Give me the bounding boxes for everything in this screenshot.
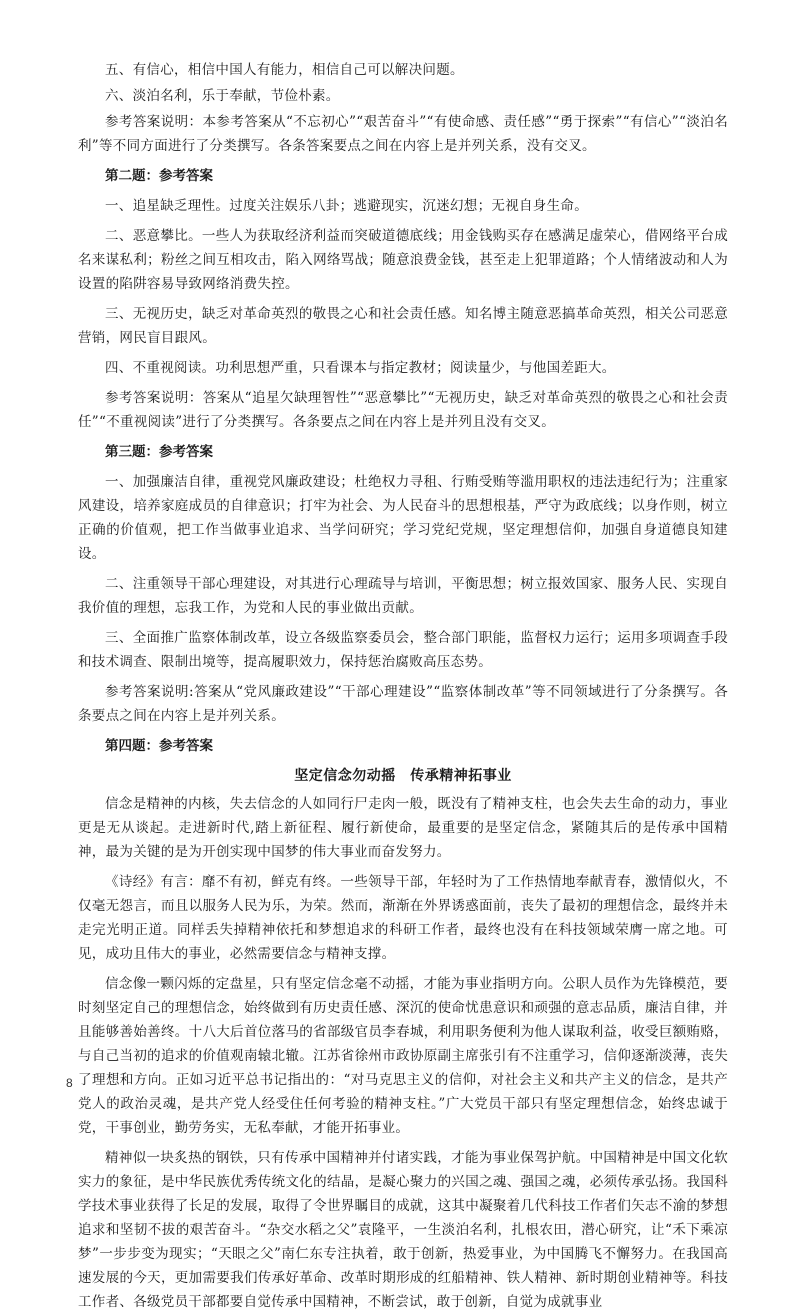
- question-3-heading: 第三题：参考答案: [105, 444, 213, 460]
- essay-paragraph-4: 精神似一块炙热的钢铁，只有传承中国精神并付诸实践，才能为事业保驾护航。中国精神是中国文化软实力的象征，是中华民族优秀传统文化的结晶，是凝心聚力的兴国之魂、强国之魂，必须传承弘扬。我国科学技术事业获得了长足的发展，取得了令世界瞩目的成就，这其中凝聚着几代科技工作者们矢志不渝的梦想追求和坚韧不拔的艰苦奋斗。“杂交水稻之父”袁隆平，一生淡泊名利，扎根农田，潜心研究，让“禾下乘凉梦”一步步变为现实；“天眼之父”南仁东专注执着，敢于创新，热爱事业，为中国腾飞不懈努力。在我国高速发展的今天，更加需要我们传承好革命、改革时期形成的红船精神、铁人精神、新时期创业精神等。科技工作者、各级党员干部都要自觉传承中国精神，不断尝试，敢于创新，自觉为成就事业: [78, 1150, 728, 1310]
- q2-item-2: 二、恶意攀比。一些人为获取经济利益而突破道德底线；用金钱购买存在感满足虚荣心，借网络平台成名来谋私利；粉丝之间互相攻击，陷入网络骂战；随意浪费金钱，甚至走上犯罪道路；个人情绪波动和人为设置的陷阱容易导致网络消费失控。: [78, 228, 728, 292]
- essay-paragraph-3: 信念像一颗闪烁的定盘星，只有坚定信念毫不动摇，才能为事业指明方向。公职人员作为先锋模范，要时刻坚定自己的理想信念，始终做到有历史责任感、深沉的使命忧患意识和顽强的意志品质，廉洁自律，并且能够善始善终。十八大后首位落马的省部级官员李春城，利用职务便利为他人谋取利益，收受巨额贿赂，与自己当初的追求的价值观南辕北辙。江苏省徐州市政协原副主席张引有不注重学习，信仰逐渐淡薄，丧失了理想和方向。正如习近平总书记指出的：“对马克思主义的信仰，对社会主义和共产主义的信念，是共产党人的政治灵魂，是共产党人经受住任何考验的精神支柱。”广大党员干部只有坚定理想信念，始终忠诚于党，干事创业，勤劳务实，无私奉献，才能开拓事业。: [78, 976, 728, 1136]
- q3-item-3: 三、全面推广监察体制改革，设立各级监察委员会，整合部门职能，监督权力运行；运用多项调查手段和技术调查、限制出境等，提高履职效力，保持惩治腐败高压态势。: [78, 630, 728, 670]
- q2-item-3: 三、无视历史，缺乏对革命英烈的敬畏之心和社会责任感。知名博主随意恶搞革命英烈，相关公司恶意营销，网民盲目跟风。: [78, 306, 728, 346]
- question-2-heading: 第二题：参考答案: [105, 168, 213, 184]
- q3-note: 参考答案说明:答案从“党风廉政建设”“干部心理建设”“监察体制改革”等不同领域进行了分条撰写。各条要点之间在内容上是并列关系。: [78, 684, 728, 724]
- q2-note: 参考答案说明：答案从“追星欠缺理智性”“恶意攀比”“无视历史，缺乏对革命英烈的敬畏之心和社会责任”“不重视阅读”进行了分类撰写。各条要点之间在内容上是并列且没有交叉。: [78, 390, 728, 430]
- essay-paragraph-1: 信念是精神的内核，失去信念的人如同行尸走肉一般，既没有了精神支柱，也会失去生命的动力，事业更是无从谈起。走进新时代,踏上新征程、履行新使命，最重要的是坚定信念，紧随其后的是传承中国精神，最为关键的是为开创实现中国梦的伟大事业而奋发努力。: [78, 796, 728, 860]
- essay-paragraph-2: 《诗经》有言：靡不有初，鲜克有终。一些领导干部，年轻时为了工作热情地奉献青春，激情似火，不仅毫无怨言，而且以服务人民为乐，为荣。然而，渐渐在外界诱惑面前，丧失了最初的理想信念，最终并未走完光明正道。同样丢失掉精神依托和梦想追求的科研工作者，最终也没有在科技领域荣膺一席之地。可见，成功且伟大的事业，必然需要信念与精神支撑。: [78, 874, 728, 962]
- answer-item-5: 五、有信心，相信中国人有能力，相信自己可以解决问题。: [105, 62, 464, 78]
- q3-item-2: 二、注重领导干部心理建设，对其进行心理疏导与培训，平衡思想；树立报效国家、服务人民、实现自我价值的理想，忘我工作，为党和人民的事业做出贡献。: [78, 576, 728, 616]
- essay-title: 坚定信念勿动摇 传承精神拓事业: [294, 768, 512, 784]
- answer-note-1: 参考答案说明：本参考答案从“不忘初心”“艰苦奋斗”“有使命感、责任感”“勇于探索”“有信心”“淡泊名利”等不同方面进行了分类撰写。各条答案要点之间在内容上是并列关系，没有交叉。: [78, 114, 728, 154]
- q3-item-1: 一、加强廉洁自律，重视党风廉政建设；杜绝权力寻租、行贿受贿等滥用职权的违法违纪行为；注重家风建设，培养家庭成员的自律意识；打牢为社会、为人民奋斗的思想根基，严守为政底线；以身作则，树立正确的价值观，把工作当做事业追求、当学问研究；学习党纪党规，坚定理想信仰，加强自身道德良知建设。: [78, 474, 728, 562]
- q2-item-4: 四、不重视阅读。功利思想严重，只看课本与指定教材；阅读量少，与他国差距大。: [105, 360, 616, 376]
- answer-item-6: 六、淡泊名利，乐于奉献，节俭朴素。: [105, 88, 340, 104]
- q2-item-1: 一、追星缺乏理性。过度关注娱乐八卦；逃避现实，沉迷幻想；无视自身生命。: [105, 198, 588, 214]
- question-4-heading: 第四题：参考答案: [105, 738, 213, 754]
- page-number: 8: [66, 1076, 73, 1090]
